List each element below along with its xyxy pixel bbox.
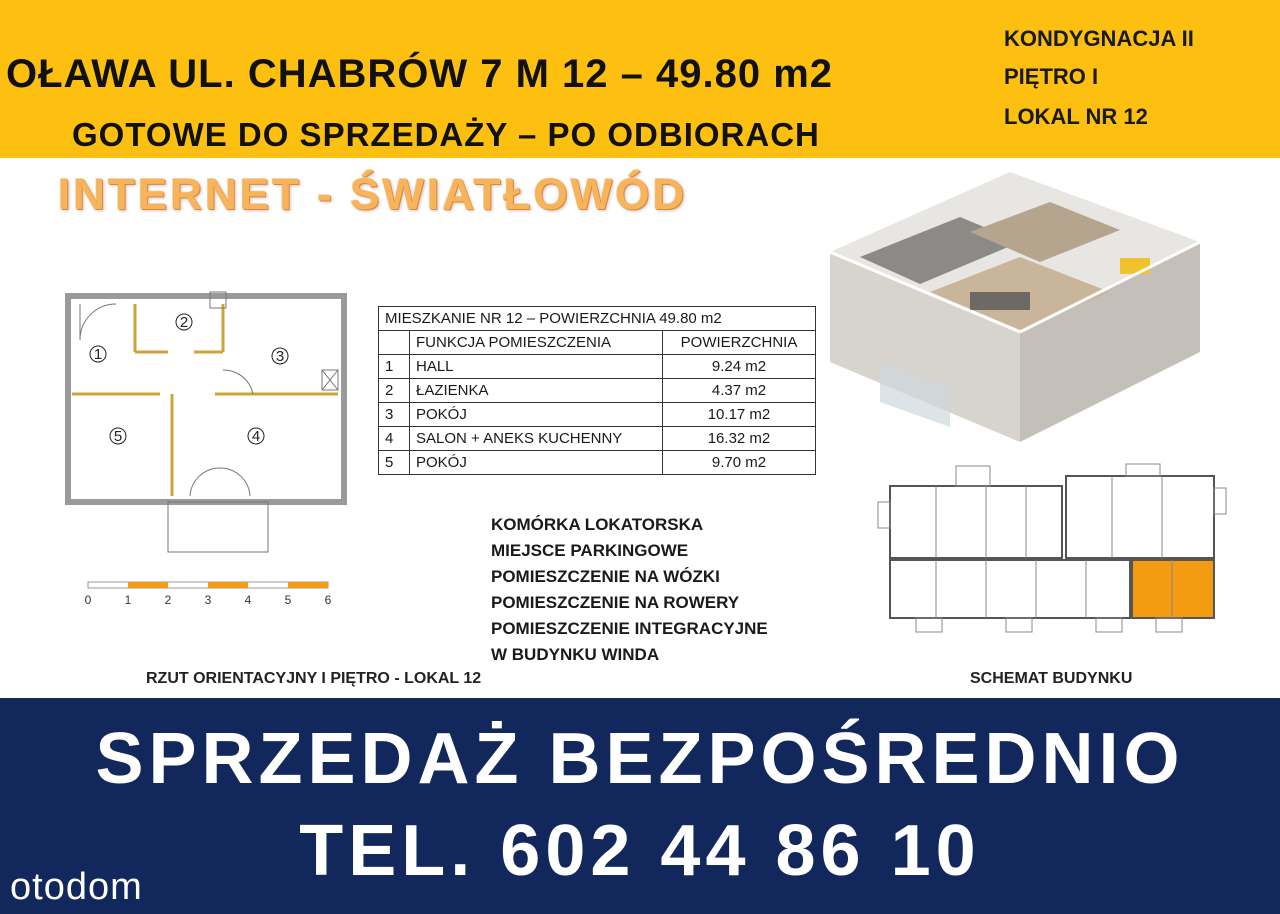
meta-unit: LOKAL NR 12: [1004, 104, 1148, 129]
table-row: 2 ŁAZIENKA 4.37 m2: [379, 379, 816, 403]
otodom-logo: otodom: [10, 866, 143, 908]
direct-sale-text: SPRZEDAŻ BEZPOŚREDNIO: [95, 719, 1185, 799]
phone-number[interactable]: TEL. 602 44 86 10: [299, 811, 981, 891]
scale-label: 2: [164, 593, 172, 607]
column-header-area: POWIERZCHNIA: [663, 331, 816, 355]
plan-caption: RZUT ORIENTACYJNY I PIĘTRO - LOKAL 12: [146, 670, 482, 687]
headline: OŁAWA UL. CHABRÓW 7 M 12 – 49.80 m2: [6, 52, 834, 96]
table-header-row: [379, 331, 816, 355]
table-row: 4 SALON + ANEKS KUCHENNY 16.32 m2: [379, 427, 816, 451]
scale-label: 6: [324, 593, 332, 607]
feature-item: MIEJSCE PARKINGOWE: [491, 541, 689, 560]
scale-label: 1: [124, 593, 132, 607]
feature-item: KOMÓRKA LOKATORSKA: [491, 515, 704, 534]
scale-label: 4: [244, 593, 252, 607]
scale-label: 0: [84, 593, 92, 607]
feature-item: POMIESZCZENIE INTEGRACYJNE: [491, 619, 768, 638]
scale-bar: [86, 580, 336, 608]
table-title: MIESZKANIE NR 12 – POWIERZCHNIA 49.80 m2: [379, 307, 816, 331]
internet-banner: INTERNET - ŚWIATŁOWÓD: [58, 170, 688, 219]
room-label-5: 5: [113, 428, 123, 445]
building-scheme: [876, 462, 1228, 638]
table-row: 1 HALL 9.24 m2: [379, 355, 816, 379]
floor-plan: [60, 290, 360, 560]
table-row: 3 POKÓJ 10.17 m2: [379, 403, 816, 427]
room-label-2: 2: [179, 314, 189, 331]
scale-label: 3: [204, 593, 212, 607]
apartment-3d-render: [820, 162, 1210, 452]
area-table: [378, 306, 816, 475]
column-header-function: FUNKCJA POMIESZCZENIA: [410, 331, 663, 355]
scheme-caption: SCHEMAT BUDYNKU: [970, 670, 1133, 687]
feature-item: POMIESZCZENIE NA WÓZKI: [491, 567, 720, 586]
subheadline: GOTOWE DO SPRZEDAŻY – PO ODBIORACH: [72, 116, 820, 153]
table-row: 5 POKÓJ 9.70 m2: [379, 451, 816, 475]
feature-item: POMIESZCZENIE NA ROWERY: [491, 593, 740, 612]
table-title-row: [379, 307, 816, 331]
room-label-4: 4: [251, 428, 261, 445]
meta-storey: KONDYGNACJA II: [1004, 26, 1194, 51]
feature-item: W BUDYNKU WINDA: [491, 645, 660, 664]
room-label-3: 3: [275, 348, 285, 365]
room-label-1: 1: [93, 346, 103, 363]
meta-floor: PIĘTRO I: [1004, 64, 1099, 89]
scale-label: 5: [284, 593, 292, 607]
